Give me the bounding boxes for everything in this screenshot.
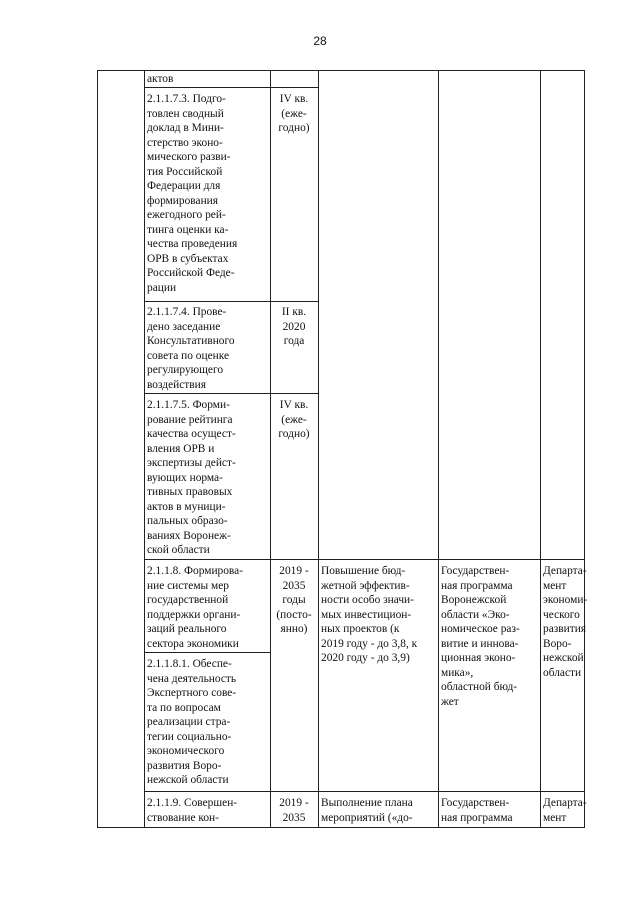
- term-cell: IV кв. (еже- годно): [278, 399, 310, 440]
- result-cell: Выполнение плана мероприятий («до-: [321, 797, 413, 824]
- task-cell: 2.1.1.7.5. Форми- рование рейтинга качества осущест- вления ОРВ и экспертизы дейст- вующих норма- тивных правовых актов в муници- пальных образо- ваниях Воронеж- ской области: [147, 399, 236, 556]
- source-cell: Государствен- ная программа Воронежской области «Эко- номическое раз- витие и иннова- ционная эконо- мика», областной бюд- жет: [441, 565, 520, 708]
- term-cell: IV кв. (еже- годно): [278, 93, 310, 134]
- column-border: [584, 70, 585, 828]
- task-cell: 2.1.1.8.1. Обеспе- чена деятельность Экспертного сове- та по вопросам реализации стра- тегии социально- экономического развития Воро- нежской области: [147, 658, 237, 786]
- executor-cell: Департа- мент экономи- ческого развития Воро- нежской области: [543, 565, 588, 679]
- row-border: [144, 652, 270, 653]
- row-border: [97, 70, 585, 71]
- term-cell: 2019 - 2035 годы (посто- янно): [276, 565, 312, 635]
- row-border: [144, 393, 318, 394]
- term-cell: 2019 - 2035: [279, 797, 309, 824]
- column-border: [438, 70, 439, 828]
- task-cell: 2.1.1.7.4. Прове- дено заседание Консультативного совета по оценке регулирующего воздействия: [147, 306, 235, 391]
- column-border: [318, 70, 319, 828]
- task-cell: 2.1.1.7.3. Подго- товлен сводный доклад в Мини- стерство эконо- мического разви- тия Российской Федерации для формирования ежегодного рей- тинга оценки ка- чества проведения ОРВ в субъектах Российской Феде- рации: [147, 93, 238, 294]
- plan-table: [97, 70, 588, 828]
- row-border: [144, 559, 585, 560]
- task-cell: актов: [147, 73, 174, 85]
- page-number: 28: [313, 34, 327, 48]
- executor-cell: Департа- мент: [543, 797, 587, 824]
- task-cell: 2.1.1.8. Формирова- ние системы мер государственной поддержки органи- заций реального сектора экономики: [147, 565, 244, 650]
- row-border: [144, 301, 318, 302]
- source-cell: Государствен- ная программа: [441, 797, 513, 824]
- result-cell: Повышение бюд- жетной эффектив- ности особо значи- мых инвестицион- ных проектов (к 2019 году - до 3,8, к 2020 году - до 3,9): [321, 565, 418, 664]
- task-cell: 2.1.1.9. Совершен- ствование кон-: [147, 797, 238, 824]
- row-border: [144, 791, 585, 792]
- term-cell: II кв. 2020 года: [281, 306, 307, 347]
- row-border: [144, 87, 318, 88]
- column-border: [97, 70, 98, 828]
- column-border: [540, 70, 541, 828]
- row-border: [97, 827, 585, 828]
- column-border: [270, 70, 271, 828]
